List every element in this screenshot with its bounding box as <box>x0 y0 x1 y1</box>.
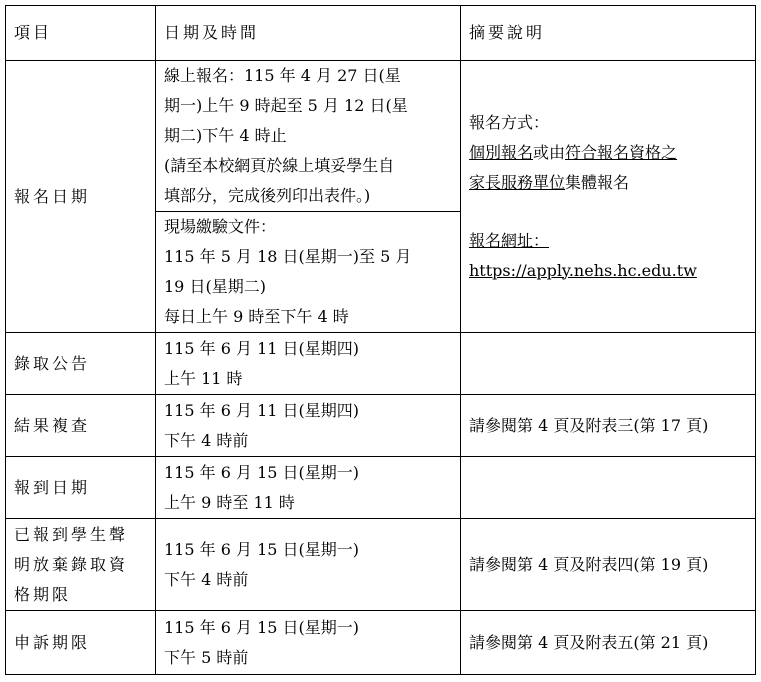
header-item: 項目 <box>6 6 156 61</box>
header-summary: 摘要說明 <box>461 6 756 61</box>
row-datetime: 115 年 6 月 11 日(星期四) 下午 4 時前 <box>156 395 461 457</box>
row-label: 錄取公告 <box>6 333 156 395</box>
method-line-1: 個別報名或由符合報名資格之 <box>469 142 678 162</box>
row-note: 請參閱第 4 頁及附表五(第 21 頁) <box>461 611 756 675</box>
parent-service-unit: 家長服務單位 <box>469 172 566 192</box>
row-note: 請參閱第 4 頁及附表四(第 19 頁) <box>461 519 756 611</box>
individual-registration: 個別報名 <box>469 142 534 162</box>
url-title: 報名網址： <box>469 230 550 250</box>
onsite-verification-cell <box>156 212 461 333</box>
onsite-line: 每日上午 9 時至下午 4 時 <box>164 307 349 326</box>
online-registration-cell <box>156 61 461 212</box>
row-label: 結果複查 <box>6 395 156 457</box>
method-line-2: 家長服務單位集體報名 <box>469 172 630 192</box>
row-note <box>461 333 756 395</box>
header-date-time: 日期及時間 <box>156 6 461 61</box>
registration-summary <box>461 61 756 333</box>
row-label: 報到日期 <box>6 457 156 519</box>
online-line: 填部分，完成後列印出表件。) <box>164 186 371 205</box>
online-line: 期一)上午 9 時起至 5 月 12 日(星 <box>164 96 408 115</box>
row-note <box>461 457 756 519</box>
online-line: (請至本校網頁於線上填妥學生自 <box>164 156 395 175</box>
header-row <box>6 6 756 61</box>
method-title: 報名方式： <box>469 112 550 132</box>
row-datetime: 115 年 6 月 15 日(星期一) 下午 5 時前 <box>156 611 461 675</box>
onsite-line: 19 日(星期二) <box>164 277 266 296</box>
qualified-registration: 符合報名資格之 <box>565 142 678 162</box>
registration-url-link[interactable]: https://apply.nehs.hc.edu.tw <box>469 260 697 280</box>
table-row <box>6 457 756 519</box>
row-datetime: 115 年 6 月 11 日(星期四) 上午 11 時 <box>156 333 461 395</box>
online-line: 期二)下午 4 時止 <box>164 126 287 145</box>
row-datetime: 115 年 6 月 15 日(星期一) 下午 4 時前 <box>156 519 461 611</box>
schedule-table <box>5 5 756 675</box>
row-datetime: 115 年 6 月 15 日(星期一) 上午 9 時至 11 時 <box>156 457 461 519</box>
row-label: 已報到學生聲 明放棄錄取資 格期限 <box>6 519 156 611</box>
registration-row-online <box>6 61 756 212</box>
row-label: 申訴期限 <box>6 611 156 675</box>
onsite-line: 現場繳驗文件： <box>164 217 277 236</box>
table-row <box>6 611 756 675</box>
online-line: 線上報名：115 年 4 月 27 日(星 <box>164 66 401 85</box>
table-row <box>6 395 756 457</box>
table-row <box>6 333 756 395</box>
table-row <box>6 519 756 611</box>
registration-label: 報名日期 <box>6 61 156 333</box>
row-note: 請參閱第 4 頁及附表三(第 17 頁) <box>461 395 756 457</box>
onsite-line: 115 年 5 月 18 日(星期一)至 5 月 <box>164 247 412 266</box>
